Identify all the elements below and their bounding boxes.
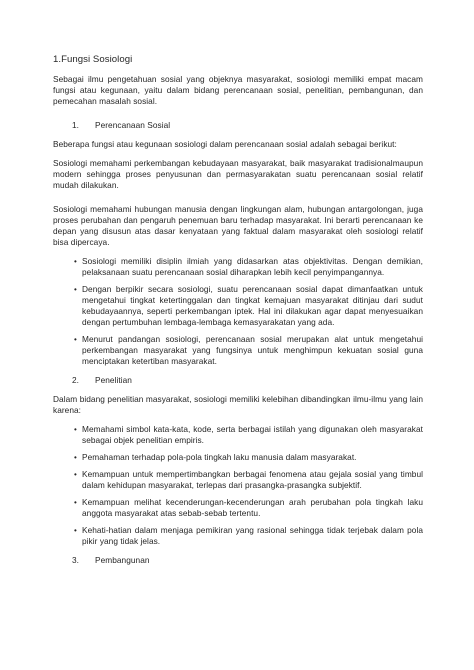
list-item (53, 525, 423, 547)
bullet-icon: • (74, 526, 77, 535)
list-item (53, 497, 423, 519)
document-title: 1.Fungsi Sosiologi (53, 54, 133, 65)
list-item-text: Dengan berpikir secara sosiologi, suatu perencanaan sosial dapat dimanfaatkan untuk mengetahui tingkat ketertinggalan dan tingkat kemajuan masyarakat ditinjau dari sudut kebudayaannya, seperti perkembangan iptek. Hal ini dilakukan agar dapat menyesuaikan dengan pertumbuhan lembaga-lembaga kemasyarakatan yang ada. (82, 284, 423, 327)
section-heading-text: Penelitian (95, 375, 132, 385)
section-heading-text: Perencanaan Sosial (95, 120, 171, 130)
list-item-text: Memahami simbol kata-kata, kode, serta berbagai istilah yang digunakan oleh masyarakat sebagai objek penelitian empiris. (82, 424, 423, 445)
bullet-icon: • (74, 335, 77, 344)
bullet-list (53, 424, 423, 547)
list-item (53, 334, 423, 367)
list-item (53, 469, 423, 491)
paragraph: Sosiologi memahami perkembangan kebudayaan masyarakat, baik masyarakat tradisionalmaupun modern sehingga proses penyusunan dan permasyarakatan suatu perencanaan sosial relatif mudah dilakukan. (53, 158, 423, 190)
bullet-icon: • (74, 498, 77, 507)
bullet-icon: • (74, 285, 77, 294)
section-number: 2. (72, 375, 80, 385)
list-item-text: Kehati-hatian dalam menjaga pemikiran yang rasional sehingga tidak terjebak dalam pola pikir yang tidak jelas. (82, 525, 423, 546)
paragraph: Beberapa fungsi atau kegunaan sosiologi dalam perencanaan sosial adalah sebagai berikut: (53, 139, 397, 149)
paragraph: Dalam bidang penelitian masyarakat, sosiologi memiliki kelebihan dibandingkan ilmu-ilmu yang lain karena: (53, 394, 423, 415)
paragraph: Sosiologi memahami hubungan manusia dengan lingkungan alam, hubungan antargolongan, juga proses perubahan dan pengaruh penemuan baru terhadap masyarakat. Ini berarti perencanaan ke depan yang disusun atas dasar kenyataan yang faktual dalam masyarakat oleh sosiologi relatif bisa dipercaya. (53, 204, 423, 247)
list-item-text: Sosiologi memiliki disiplin ilmiah yang didasarkan atas objektivitas. Dengan demikian, pelaksanaan suatu perencanaan sosial diharapkan lebih kecil penyimpangannya. (82, 256, 423, 277)
list-item (53, 452, 423, 463)
bullet-icon: • (74, 425, 77, 434)
section-heading-penelitian (53, 375, 423, 386)
bullet-icon: • (74, 453, 77, 462)
section-number: 3. (72, 555, 80, 565)
section-heading-text: Pembangunan (95, 555, 150, 565)
bullet-list (53, 256, 423, 367)
list-item-text: Menurut pandangan sosiologi, perencanaan sosial merupakan alat untuk mengetahui perkembangan masyarakat yang fungsinya untuk menghimpun kekuatan sosial guna menciptakan ketertiban masyarakat. (82, 334, 423, 366)
section-heading-pembangunan (53, 555, 423, 566)
list-item (53, 256, 423, 278)
intro-paragraph: Sebagai ilmu pengetahuan sosial yang objeknya masyarakat, sosiologi memiliki empat macam fungsi atau kegunaan, yaitu dalam bidang perencanaan sosial, penelitian, pembangunan, dan pemecahan masalah sosial. (53, 74, 423, 106)
list-item (53, 424, 423, 446)
section-number: 1. (72, 120, 80, 130)
list-item-text: Kemampuan untuk mempertimbangkan berbagai fenomena atau gejala sosial yang timbul dalam kehidupan masyarakat, terlepas dari prasangka-prasangka subjektif. (82, 469, 423, 490)
list-item-text: Pemahaman terhadap pola-pola tingkah laku manusia dalam masyarakat. (82, 452, 357, 462)
section-heading-perencanaan-sosial (53, 120, 423, 131)
bullet-icon: • (74, 257, 77, 266)
document-body (53, 54, 423, 574)
list-item (53, 284, 423, 328)
bullet-icon: • (74, 470, 77, 479)
list-item-text: Kemampuan melihat kecenderungan-kecenderungan arah perubahan pola tingkah laku anggota masyarakat atas sebab-sebab tertentu. (82, 497, 423, 518)
